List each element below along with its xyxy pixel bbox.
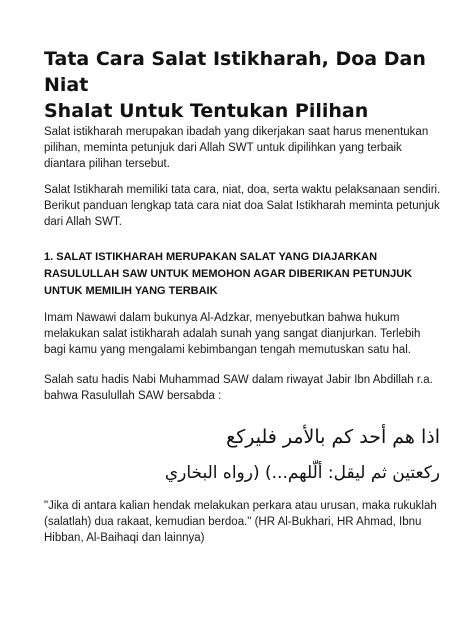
article-title <box>44 46 444 124</box>
section-1-paragraph-2: Salah satu hadis Nabi Muhammad SAW dalam riwayat Jabir Ibn Abdillah r.a. bahwa Rasulullah SAW bersabda : <box>44 374 433 402</box>
hadith-arabic-line-1: اذا هم أحد كم بالأمر فليركع <box>226 426 440 448</box>
section-1-heading: 1. SALAT ISTIKHARAH MERUPAKAN SALAT YANG DIAJARKAN RASULULLAH SAW UNTUK MEMOHON AGAR DIBERIKAN PETUNJUK UNTUK MEMILIH YANG TERBAIK <box>44 251 413 297</box>
intro-paragraph-2: Salat Istikharah memiliki tata cara, niat, doa, serta waktu pelaksanaan sendiri. Berikut panduan lengkap tata cara niat doa Salat Istikharah meminta petunjuk dari Allah SWT. <box>44 184 441 228</box>
intro-paragraph-1: Salat istikharah merupakan ibadah yang dikerjakan saat harus menentukan pilihan, meminta petunjuk dari Allah SWT untuk dipilihkan yang terbaik diantara pilihan tersebut. <box>44 126 429 170</box>
hadith-arabic-line-2: ركعتين ثم ليقل: ألّلهم...) (رواه البخاري <box>164 463 440 483</box>
hadith-translation: "Jika di antara kalian hendak melakukan perkara atau urusan, maka rukuklah (salatlah) dua rakaat, kemudian berdoa." (HR Al-Bukhari, HR Ahmad, Ibnu Hibban, Al-Baihaqi dan lainnya) <box>44 500 437 544</box>
article-title-line-2: Shalat Untuk Tentukan Pilihan <box>44 100 369 122</box>
article-title-line-1: Tata Cara Salat Istikharah, Doa Dan Niat <box>44 48 426 96</box>
section-1-paragraph-1: Imam Nawawi dalam bukunya Al-Adzkar, menyebutkan bahwa hukum melakukan salat istikharah adalah sunah yang sangat dianjurkan. Terlebih bagi kamu yang mengalami kebimbangan tengah memutuskan satu hal. <box>44 312 421 356</box>
